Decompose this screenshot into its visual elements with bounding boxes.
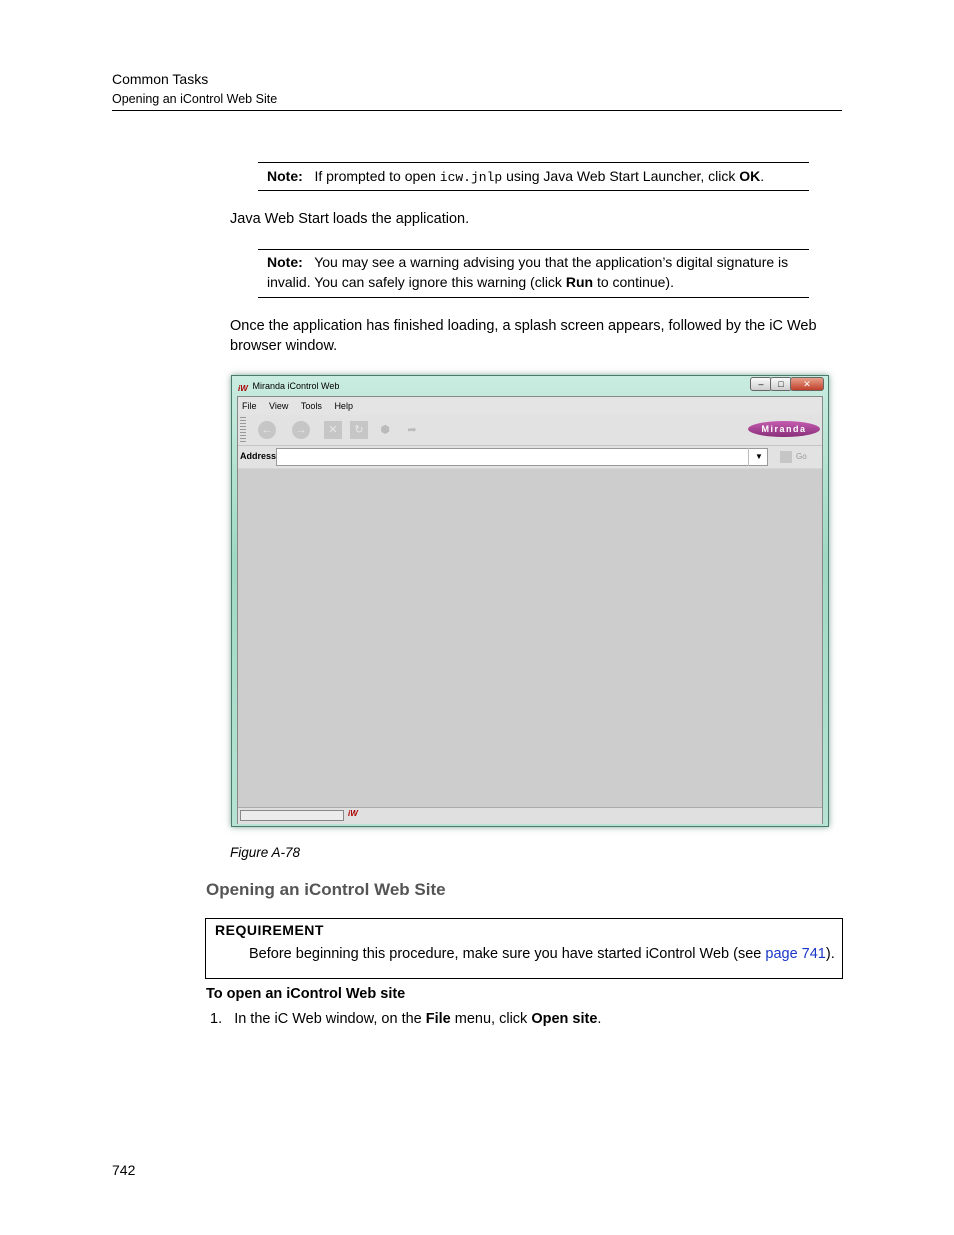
note-text: If prompted to open bbox=[314, 168, 436, 184]
address-bar bbox=[238, 446, 822, 468]
menu-view[interactable]: View bbox=[269, 401, 289, 411]
note-label: Note: bbox=[267, 254, 303, 270]
step-text: . bbox=[597, 1011, 602, 1027]
app-status-icon: iW bbox=[348, 809, 358, 818]
paragraph-line: Once the application has finished loading, a splash screen appears, followed by the iC Web bbox=[230, 318, 817, 334]
page-link[interactable]: page 741 bbox=[765, 946, 826, 962]
note-text: using Java Web Start Launcher, click bbox=[506, 168, 736, 184]
minimize-icon[interactable]: – bbox=[750, 377, 772, 391]
window-controls bbox=[752, 377, 824, 395]
window-title: Miranda iControl Web bbox=[252, 381, 340, 391]
step-number: 1. bbox=[210, 1011, 223, 1027]
menu-help[interactable]: Help bbox=[334, 401, 353, 411]
running-header-section: Opening an iControl Web Site bbox=[112, 92, 278, 106]
header-rule bbox=[112, 110, 842, 111]
address-label: Address bbox=[240, 451, 277, 461]
back-icon[interactable]: ← bbox=[258, 421, 276, 439]
paragraph-line: browser window. bbox=[230, 338, 338, 354]
section-title: Opening an iControl Web Site bbox=[206, 880, 446, 899]
chevron-down-icon[interactable]: ▼ bbox=[748, 448, 769, 466]
window-client bbox=[237, 396, 823, 824]
procedure-title: To open an iControl Web site bbox=[206, 986, 406, 1002]
paragraph bbox=[230, 316, 817, 356]
procedure-step bbox=[210, 1011, 601, 1027]
go-button[interactable] bbox=[776, 448, 820, 466]
open-folder-icon[interactable]: ➦ bbox=[407, 424, 417, 436]
note-box-2 bbox=[258, 249, 809, 298]
go-label: Go bbox=[796, 452, 807, 461]
note-label: Note: bbox=[267, 168, 303, 184]
app-icon: iW bbox=[238, 383, 248, 393]
running-header-chapter: Common Tasks bbox=[112, 71, 209, 87]
address-input[interactable] bbox=[276, 448, 768, 466]
app-window-screenshot bbox=[231, 375, 829, 827]
step-text: In the iC Web window, on the bbox=[234, 1011, 422, 1027]
figure-caption: Figure A-78 bbox=[230, 845, 301, 860]
window-titlebar bbox=[238, 378, 822, 394]
close-icon[interactable]: ✕ bbox=[790, 377, 824, 391]
page-number: 742 bbox=[112, 1162, 136, 1178]
note-code: icw.jnlp bbox=[439, 170, 503, 185]
content-area bbox=[238, 469, 822, 807]
status-bar bbox=[238, 807, 822, 824]
menu-bar bbox=[238, 397, 822, 415]
requirement-title: REQUIREMENT bbox=[215, 922, 324, 938]
step-text: menu, click bbox=[454, 1011, 528, 1027]
toolbar-grip-icon[interactable] bbox=[240, 417, 246, 443]
go-icon bbox=[780, 451, 792, 463]
note-bold: OK bbox=[739, 168, 761, 184]
requirement-text-part: ). bbox=[825, 946, 835, 962]
note-text: . bbox=[760, 168, 765, 184]
menu-tools[interactable]: Tools bbox=[300, 401, 322, 411]
note-bold: Run bbox=[565, 274, 594, 290]
note-box-1 bbox=[258, 162, 809, 191]
miranda-logo: Miranda bbox=[748, 421, 820, 437]
refresh-icon[interactable]: ↻ bbox=[350, 421, 368, 439]
forward-icon[interactable]: → bbox=[292, 421, 310, 439]
paragraph: Java Web Start loads the application. bbox=[230, 211, 470, 227]
note-text: You may see a warning advising you that the application’s digital signature is bbox=[314, 254, 789, 270]
step-bold: Open site bbox=[531, 1011, 598, 1027]
progress-bar bbox=[240, 810, 344, 821]
home-icon[interactable]: ⬢ bbox=[380, 424, 390, 436]
toolbar bbox=[238, 415, 822, 446]
menu-file[interactable]: File bbox=[242, 401, 257, 411]
note-text: invalid. You can safely ignore this warning (click bbox=[267, 274, 562, 290]
note-text: to continue). bbox=[596, 274, 674, 290]
step-bold: File bbox=[425, 1011, 451, 1027]
requirement-text-part: Before beginning this procedure, make sure you have started iControl Web (see bbox=[249, 946, 762, 962]
requirement-text bbox=[249, 946, 835, 962]
maximize-icon[interactable]: □ bbox=[770, 377, 792, 391]
stop-icon[interactable]: ✕ bbox=[324, 421, 342, 439]
